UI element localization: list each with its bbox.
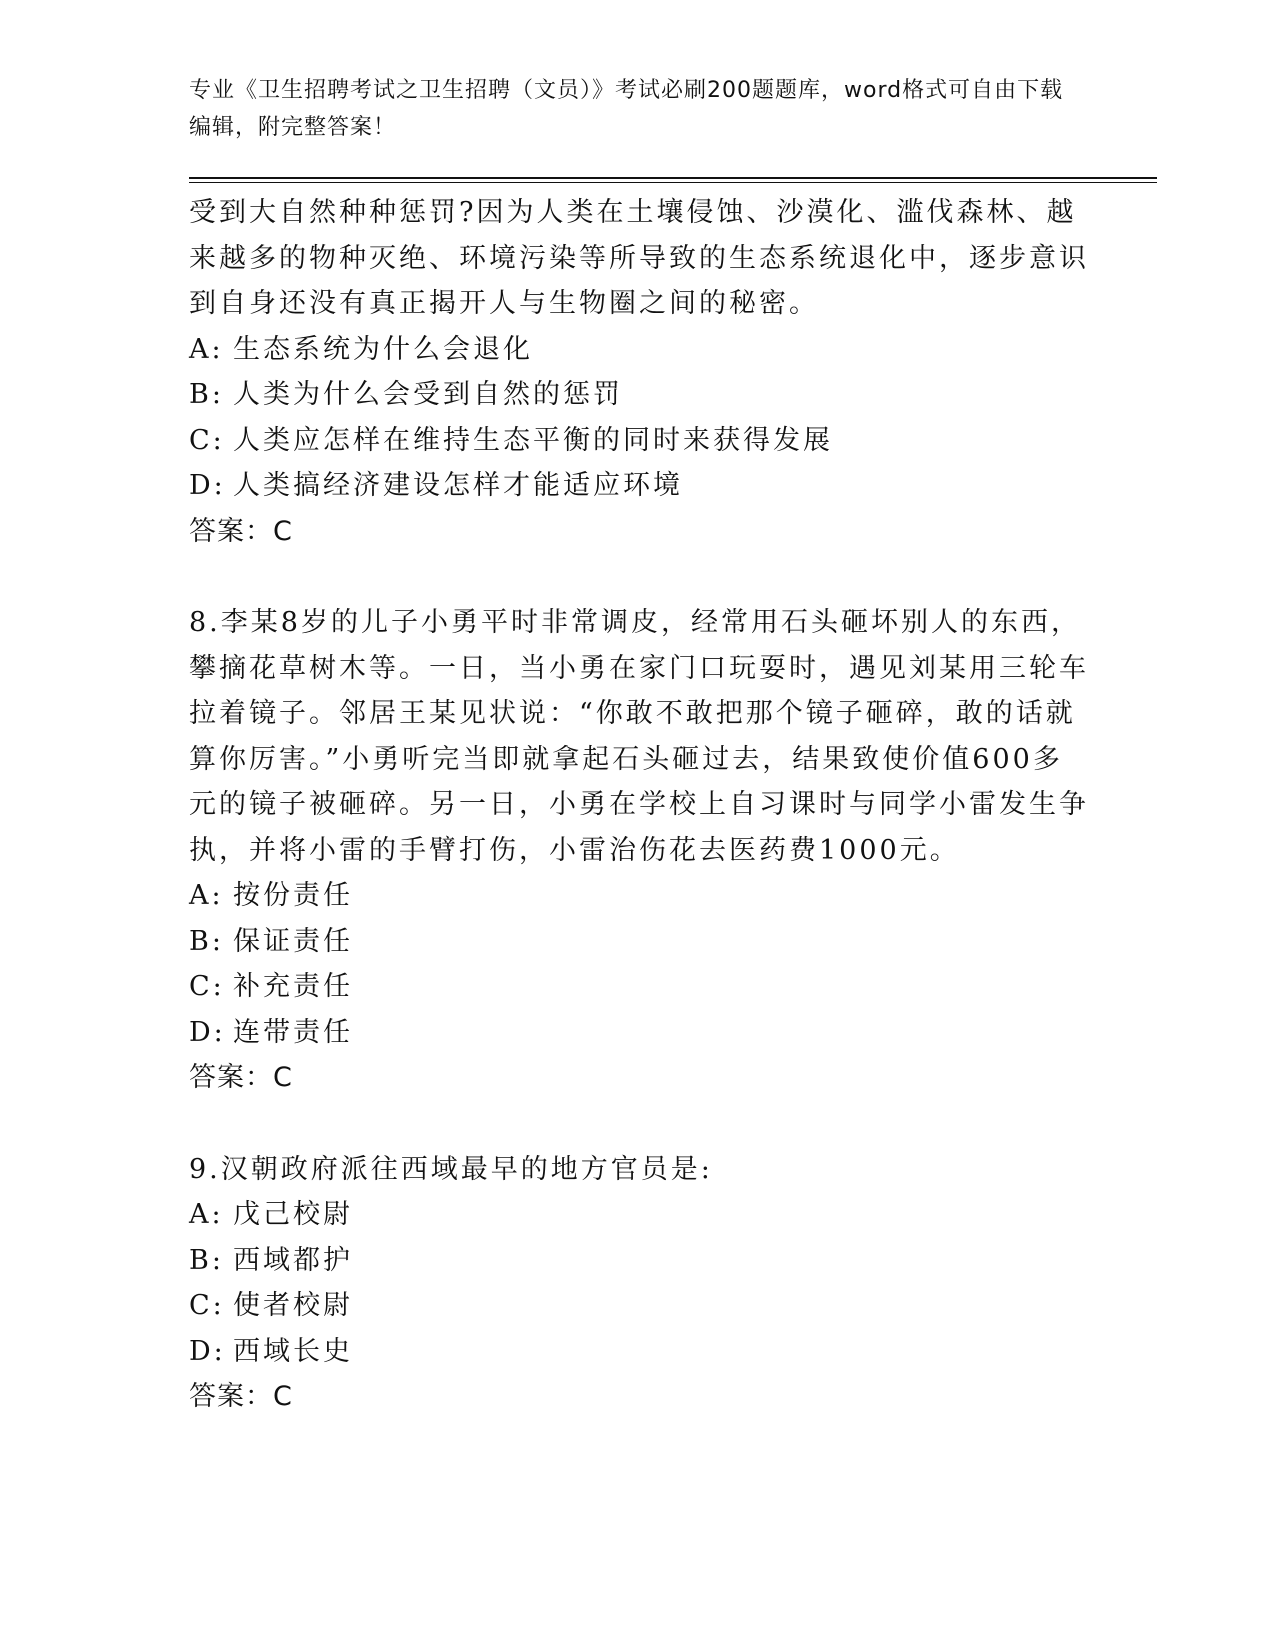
header-rule-thick (189, 177, 1157, 179)
option-d (189, 1010, 1089, 1056)
option-b (189, 1238, 1089, 1284)
option-letter: D: (189, 1016, 226, 1048)
option-c (189, 418, 1089, 464)
question-stem: 8.李某8岁的儿子小勇平时非常调皮，经常用石头砸坏别人的东西，攀摘花草树木等。一日，当小勇在家门口玩耍时，遇见刘某用三轮车拉着镜子。邻居王某见状说：“你敢不敢把那个镜子砸碎，敢的话就算你厉害。”小勇听完当即就拿起石头砸过去，结果致使价值600多元的镜子被砸碎。另一日，小勇在学校上自习课时与同学小雷发生争执，并将小雷的手臂打伤，小雷治伤花去医药费1000元。 (189, 607, 1089, 866)
option-b (189, 372, 1089, 418)
option-text: 戊己校尉 (233, 1199, 353, 1230)
option-d (189, 463, 1089, 509)
option-letter: A: (189, 333, 224, 365)
option-a (189, 327, 1089, 373)
option-letter: C: (189, 424, 225, 456)
option-text: 人类为什么会受到自然的惩罚 (233, 379, 623, 410)
option-letter: B: (189, 379, 224, 410)
option-a (189, 873, 1089, 919)
option-letter: B: (189, 925, 224, 957)
answer: 答案：C (189, 1062, 293, 1093)
answer: 答案：C (189, 1381, 293, 1412)
header-rule-thin (189, 182, 1157, 183)
option-a (189, 1192, 1089, 1238)
option-text: 西域都护 (233, 1244, 353, 1276)
option-text: 保证责任 (233, 925, 353, 957)
option-letter: D: (189, 470, 226, 501)
option-text: 补充责任 (233, 971, 353, 1002)
question-7 (189, 190, 1089, 554)
option-letter: C: (189, 971, 225, 1002)
content (189, 190, 1089, 1420)
option-letter: A: (189, 1199, 224, 1230)
option-text: 生态系统为什么会退化 (233, 333, 533, 365)
question-stem: 受到大自然种种惩罚?因为人类在土壤侵蚀、沙漠化、滥伐森林、越来越多的物种灭绝、环境污染等所导致的生态系统退化中，逐步意识到自身还没有真正揭开人与生物圈之间的秘密。 (189, 197, 1089, 319)
option-text: 人类应怎样在维持生态平衡的同时来获得发展 (233, 424, 833, 456)
option-c (189, 964, 1089, 1010)
option-b (189, 919, 1089, 965)
option-text: 使者校尉 (233, 1290, 353, 1321)
option-text: 西域长史 (233, 1335, 353, 1367)
answer: 答案：C (189, 515, 293, 547)
page-header: 专业《卫生招聘考试之卫生招聘（文员）》考试必刷200题题库，word格式可自由下载编辑，附完整答案！ (189, 78, 1064, 140)
option-c (189, 1283, 1089, 1329)
option-letter: B: (189, 1244, 224, 1276)
option-letter: D: (189, 1335, 226, 1367)
question-8 (189, 600, 1089, 1101)
question-stem: 9.汉朝政府派往西域最早的地方官员是: (189, 1153, 713, 1185)
option-letter: A: (189, 880, 224, 911)
option-letter: C: (189, 1290, 225, 1321)
option-d (189, 1329, 1089, 1375)
option-text: 连带责任 (233, 1016, 353, 1048)
question-9 (189, 1147, 1089, 1420)
option-text: 按份责任 (233, 880, 353, 911)
option-text: 人类搞经济建设怎样才能适应环境 (233, 470, 683, 501)
